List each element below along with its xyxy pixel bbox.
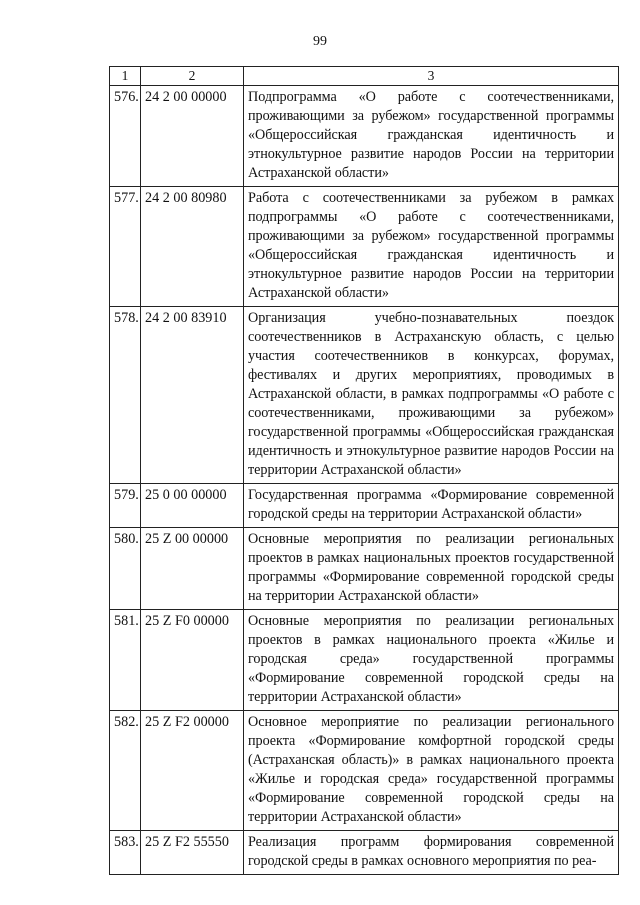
table-row	[110, 528, 619, 610]
header-col-3: 3	[244, 67, 619, 86]
table-row	[110, 831, 619, 875]
row-number: 580.	[110, 528, 141, 610]
header-col-2: 2	[141, 67, 244, 86]
row-code: 24 2 00 80980	[141, 187, 244, 307]
row-text: Основные мероприятия по реализации региональных проектов в рамках национальных проектов государственной программы «Формирование современной городской среды на территории Астраханской области»	[244, 528, 619, 610]
classification-table	[109, 66, 619, 875]
header-col-1: 1	[110, 67, 141, 86]
table-row	[110, 86, 619, 187]
row-number: 579.	[110, 484, 141, 528]
table-row	[110, 187, 619, 307]
row-code: 24 2 00 83910	[141, 307, 244, 484]
row-text: Основное мероприятие по реализации регионального проекта «Формирование комфортной городской среды (Астраханская область)» в рамках национального проекта «Жилье и городская среда» государственной программы «Формирование современной городской среды на территории Астраханской области»	[244, 711, 619, 831]
row-code: 25 Z F0 00000	[141, 610, 244, 711]
row-code: 25 Z F2 55550	[141, 831, 244, 875]
row-code: 24 2 00 00000	[141, 86, 244, 187]
row-text: Реализация программ формирования современной городской среды в рамках основного мероприятия по реа-	[244, 831, 619, 875]
table-header-row	[110, 67, 619, 86]
table-row	[110, 307, 619, 484]
row-code: 25 Z F2 00000	[141, 711, 244, 831]
row-code: 25 Z 00 00000	[141, 528, 244, 610]
row-text: Работа с соотечественниками за рубежом в рамках подпрограммы «О работе с соотечественниками, проживающими за рубежом» государственной программы «Общероссийская гражданская идентичность и этнокультурное развитие народов России на территории Астраханской области»	[244, 187, 619, 307]
row-number: 581.	[110, 610, 141, 711]
page-number: 99	[313, 34, 327, 49]
row-number: 578.	[110, 307, 141, 484]
row-number: 576.	[110, 86, 141, 187]
row-text: Организация учебно-познавательных поездок соотечественников в Астраханскую область, с целью участия соотечественников в конкурсах, форумах, фестивалях и других мероприятиях, проводимых в Астраханской области, в рамках подпрограммы «О работе с соотечественниками, проживающими за рубежом» государственной программы «Общероссийская гражданская идентичность и этнокультурное развитие народов России на территории Астраханской области»	[244, 307, 619, 484]
table-row	[110, 610, 619, 711]
row-code: 25 0 00 00000	[141, 484, 244, 528]
row-text: Государственная программа «Формирование современной городской среды на территории Астраханской области»	[244, 484, 619, 528]
row-number: 577.	[110, 187, 141, 307]
row-text: Подпрограмма «О работе с соотечественниками, проживающими за рубежом» государственной программы «Общероссийская гражданская идентичность и этнокультурное развитие народов России на территории Астраханской области»	[244, 86, 619, 187]
row-text: Основные мероприятия по реализации региональных проектов в рамках национального проекта «Жилье и городская среда» государственной программы «Формирование современной городской среды на территории Астраханской области»	[244, 610, 619, 711]
table-row	[110, 711, 619, 831]
row-number: 582.	[110, 711, 141, 831]
row-number: 583.	[110, 831, 141, 875]
table-row	[110, 484, 619, 528]
